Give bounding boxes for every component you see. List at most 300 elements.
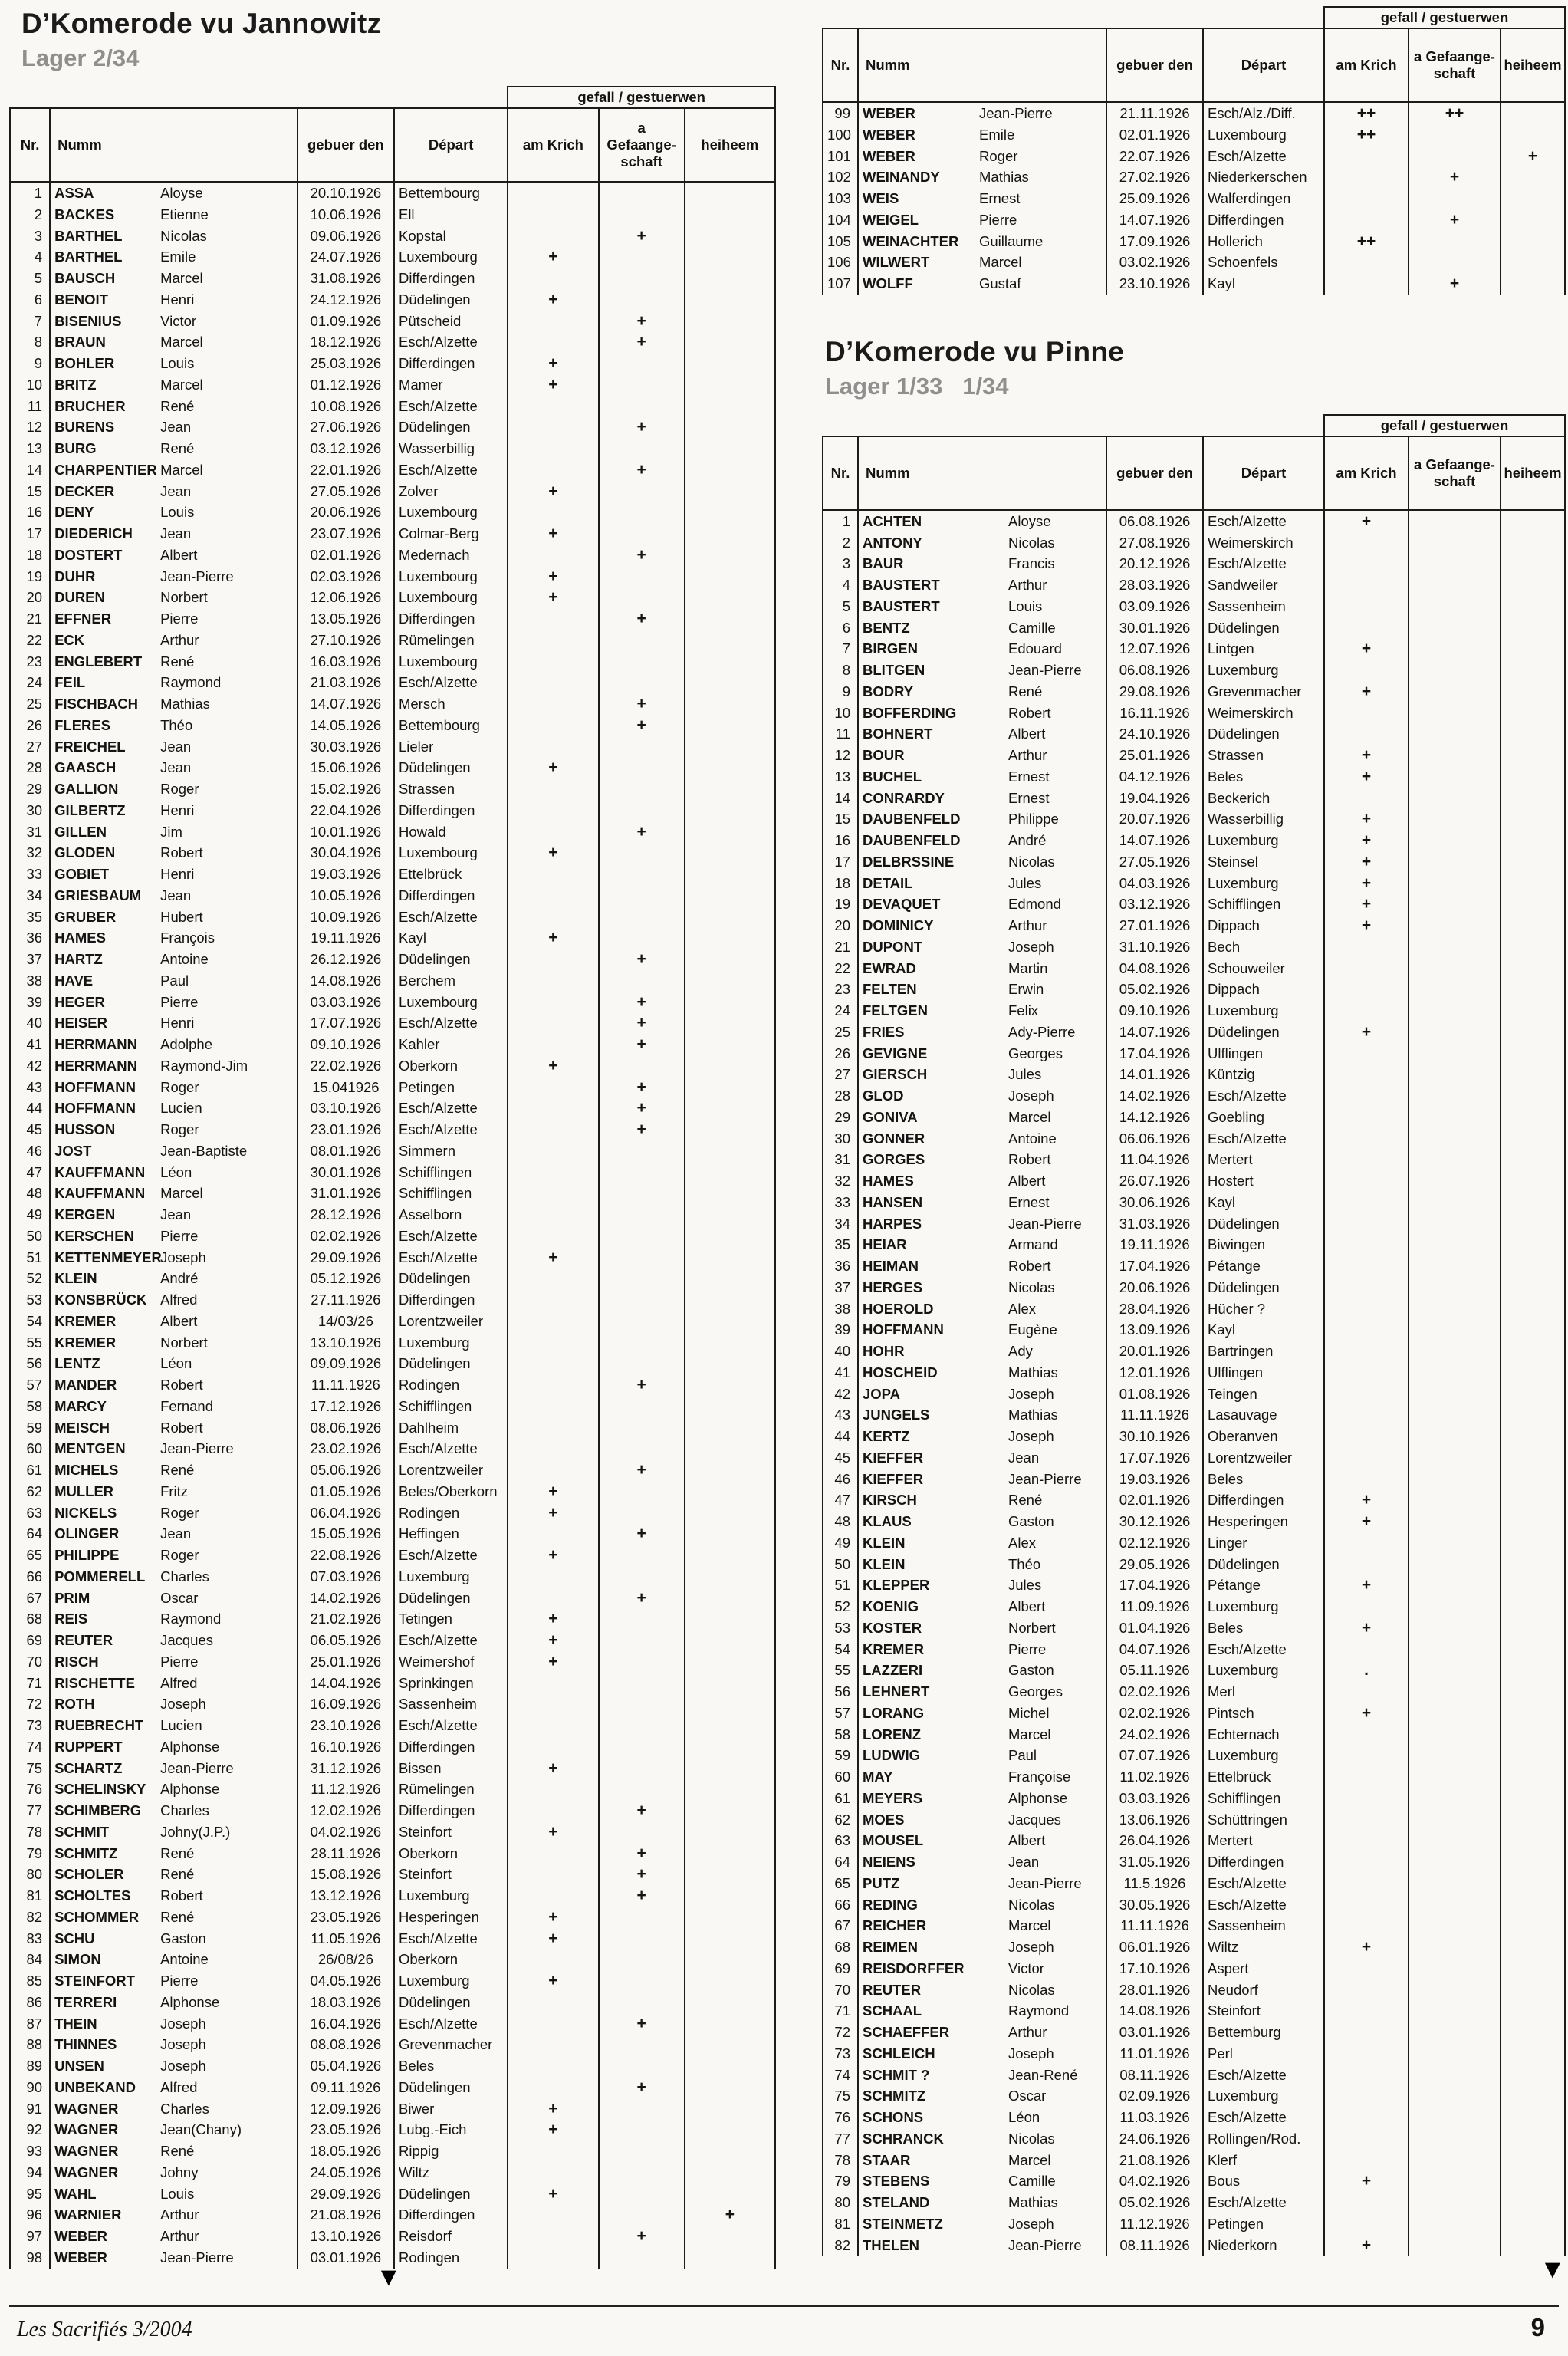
cell-mark-heiheem [1501, 2150, 1565, 2171]
cell-depart: Petingen [1203, 2213, 1324, 2235]
table-row [823, 209, 1565, 231]
cell-name [50, 1651, 297, 1673]
surname: HEIMAN [863, 1258, 919, 1274]
cell-nr: 39 [10, 992, 50, 1013]
cell-nr: 48 [10, 1183, 50, 1204]
cell-mark-gefaangeschaft [599, 2055, 685, 2077]
cell-mark-heiheem [685, 864, 775, 885]
cell-mark-gefaangeschaft [1409, 2085, 1501, 2107]
cell-depart: Esch/Alzette [394, 1630, 508, 1651]
cell-birthdate: 14.02.1926 [297, 1588, 394, 1609]
given-name: Marcel [160, 334, 203, 350]
table-row [10, 396, 775, 417]
cell-depart: Düdelingen [1203, 723, 1324, 745]
cell-mark-gefaangeschaft: + [599, 1077, 685, 1098]
given-name: Johny [160, 2164, 199, 2180]
cell-mark-am-krich [1324, 1469, 1409, 1490]
given-name: Louis [1008, 597, 1043, 614]
cell-mark-am-krich [1324, 1362, 1409, 1384]
cell-mark-heiheem [1501, 1341, 1565, 1362]
cell-mark-am-krich [508, 331, 598, 353]
cell-nr: 29 [10, 778, 50, 800]
cell-depart: Esch/Alzette [394, 1715, 508, 1736]
cell-mark-gefaangeschaft [1409, 2022, 1501, 2043]
given-name: Ernest [1008, 768, 1050, 785]
table-row [10, 587, 775, 608]
cell-mark-am-krich [508, 864, 598, 885]
cell-mark-gefaangeschaft [1409, 873, 1501, 894]
cell-nr: 52 [823, 1596, 858, 1617]
cell-mark-gefaangeschaft: + [599, 2077, 685, 2098]
cell-name [50, 1162, 297, 1183]
cell-mark-am-krich [1324, 2192, 1409, 2213]
given-name: Charles [160, 2100, 209, 2117]
cell-mark-am-krich [1324, 146, 1409, 167]
given-name: Victor [160, 312, 197, 329]
cell-birthdate: 08.11.1926 [1106, 2235, 1203, 2256]
cell-mark-am-krich [1324, 1170, 1409, 1192]
cell-nr: 32 [823, 1170, 858, 1192]
cell-name [50, 1055, 297, 1077]
table-row [823, 1639, 1565, 1660]
cell-mark-gefaangeschaft [1409, 1554, 1501, 1575]
cell-nr: 27 [10, 736, 50, 758]
cell-depart: Grevenmacher [394, 2034, 508, 2055]
table-row [823, 1703, 1565, 1724]
cell-birthdate: 22.04.1926 [297, 800, 394, 821]
cell-birthdate: 27.08.1926 [1106, 532, 1203, 554]
header-spacer [10, 87, 508, 108]
cell-nr: 42 [10, 1055, 50, 1077]
cell-mark-heiheem [685, 2077, 775, 2098]
surname: TERRERI [54, 1993, 117, 2010]
table-row [823, 596, 1565, 617]
cell-birthdate: 25.01.1926 [1106, 745, 1203, 766]
cell-mark-am-krich [1324, 2128, 1409, 2150]
cell-mark-am-krich [1324, 2085, 1409, 2107]
cell-birthdate: 11.11.1926 [1106, 1404, 1203, 1426]
cell-nr: 103 [823, 188, 858, 209]
cell-depart: Hesperingen [1203, 1511, 1324, 1532]
surname: GEVIGNE [863, 1045, 928, 1061]
cell-mark-heiheem [685, 1588, 775, 1609]
cell-depart: Differdingen [1203, 209, 1324, 231]
cell-nr: 79 [823, 2170, 858, 2192]
cell-nr: 102 [823, 166, 858, 188]
cell-mark-heiheem [685, 374, 775, 396]
cell-mark-am-krich [1324, 2000, 1409, 2022]
cell-birthdate: 09.10.1926 [297, 1034, 394, 1055]
surname: DECKER [54, 482, 115, 499]
given-name: Roger [160, 1504, 199, 1521]
table-row [823, 1192, 1565, 1213]
given-name: Jacques [160, 1632, 213, 1648]
cell-mark-gefaangeschaft: + [599, 821, 685, 843]
cell-mark-am-krich: + [508, 1928, 598, 1950]
surname: BOUR [863, 747, 905, 763]
table-row [10, 502, 775, 523]
cell-nr: 90 [10, 2077, 50, 2098]
table-row [10, 1608, 775, 1630]
cell-nr: 74 [823, 2065, 858, 2086]
cell-mark-am-krich [508, 1311, 598, 1332]
cell-mark-gefaangeschaft [1409, 979, 1501, 1000]
cell-name [50, 459, 297, 481]
cell-mark-gefaangeschaft [1409, 1830, 1501, 1851]
cell-mark-gefaangeschaft [1409, 2065, 1501, 2086]
cell-birthdate: 30.05.1926 [1106, 1894, 1203, 1916]
surname: WEIS [863, 190, 899, 206]
cell-name [50, 1992, 297, 2013]
cell-mark-am-krich [1324, 1085, 1409, 1107]
cell-depart: Düdelingen [394, 289, 508, 311]
cell-nr: 26 [823, 1043, 858, 1064]
cell-birthdate: 14.07.1926 [1106, 1022, 1203, 1043]
surname: BAUSTERT [863, 577, 940, 593]
table-row [10, 1226, 775, 1247]
given-name: Nicolas [1008, 1981, 1055, 1998]
cell-mark-gefaangeschaft [1409, 1936, 1501, 1958]
cell-nr: 61 [823, 1788, 858, 1809]
cell-mark-heiheem [685, 907, 775, 928]
table-row [823, 1022, 1565, 1043]
col-header-gefaangeschaft: a Gefaange-schaft [599, 108, 685, 182]
cell-mark-gefaangeschaft [1409, 1213, 1501, 1235]
cell-birthdate: 05.11.1926 [1106, 1660, 1203, 1681]
table-row [10, 970, 775, 992]
cell-depart: Kayl [1203, 1192, 1324, 1213]
cell-birthdate: 30.01.1926 [297, 1162, 394, 1183]
surname: SCHARTZ [54, 1759, 123, 1776]
cell-nr: 107 [823, 273, 858, 294]
given-name: Mathias [1008, 2194, 1058, 2210]
surname: WEIGEL [863, 211, 919, 228]
cell-birthdate: 09.09.1926 [297, 1353, 394, 1374]
cell-depart: Mersch [394, 693, 508, 715]
cell-mark-heiheem [685, 2055, 775, 2077]
cell-depart: Mertert [1203, 1149, 1324, 1170]
cell-name [858, 2192, 1106, 2213]
cell-name [50, 331, 297, 353]
cell-birthdate: 04.02.1926 [297, 1821, 394, 1843]
cell-mark-heiheem [685, 778, 775, 800]
cell-name [858, 703, 1106, 724]
cell-birthdate: 20.07.1926 [1106, 808, 1203, 830]
table-row [10, 182, 775, 204]
cell-birthdate: 03.09.1926 [1106, 596, 1203, 617]
cell-depart: Esch/Alzette [394, 1545, 508, 1566]
cell-nr: 7 [823, 638, 858, 660]
cell-depart: Bous [1203, 2170, 1324, 2192]
cell-mark-am-krich [1324, 1298, 1409, 1320]
cell-mark-am-krich [508, 1566, 598, 1588]
table-row [823, 1617, 1565, 1639]
cell-nr: 36 [10, 927, 50, 949]
table-row [10, 331, 775, 353]
cell-birthdate: 31.12.1926 [297, 1758, 394, 1779]
cell-name [858, 660, 1106, 681]
cell-birthdate: 19.03.1926 [297, 864, 394, 885]
cell-name [50, 1545, 297, 1566]
cell-depart: Linger [1203, 1532, 1324, 1554]
cell-mark-gefaangeschaft [1409, 681, 1501, 703]
surname: BAUSCH [54, 270, 116, 286]
cell-depart: Lorentzweiler [394, 1459, 508, 1481]
table-row [823, 1298, 1565, 1320]
cell-birthdate: 29.08.1926 [1106, 681, 1203, 703]
cell-birthdate: 19.04.1926 [1106, 788, 1203, 809]
table-row [10, 481, 775, 502]
cell-mark-am-krich [1324, 2022, 1409, 2043]
col-header-gebuer-den: gebuer den [1106, 436, 1203, 510]
surname: HERRMANN [54, 1057, 138, 1074]
given-name: Albert [1008, 1598, 1046, 1614]
cell-nr: 69 [823, 1958, 858, 1979]
cell-birthdate: 23.10.1926 [297, 1715, 394, 1736]
cell-name [50, 1204, 297, 1226]
col-header-gebuer-den: gebuer den [1106, 28, 1203, 102]
cell-mark-am-krich [1324, 1873, 1409, 1894]
surname: WEBER [863, 105, 915, 121]
cell-depart: Esch/Alzette [1203, 1085, 1324, 1107]
cell-mark-heiheem [1501, 2192, 1565, 2213]
table-row [10, 566, 775, 587]
cell-birthdate: 12.01.1926 [1106, 1362, 1203, 1384]
given-name: Henri [160, 866, 195, 882]
cell-nr: 40 [823, 1341, 858, 1362]
given-name: Louis [160, 504, 195, 521]
cell-nr: 77 [823, 2128, 858, 2150]
cell-depart: Bartringen [1203, 1341, 1324, 1362]
cell-name [50, 715, 297, 736]
cell-mark-heiheem [685, 949, 775, 970]
surname: OLINGER [54, 1525, 120, 1542]
cell-nr: 29 [823, 1107, 858, 1128]
table-row [10, 1204, 775, 1226]
publication-title: Les Sacrifiés 3/2004 [17, 2318, 192, 2341]
cell-mark-am-krich: + [1324, 510, 1409, 532]
surname: WEBER [863, 147, 915, 164]
cell-mark-heiheem [1501, 2107, 1565, 2128]
cell-depart: Luxemburg [394, 1970, 508, 1992]
given-name: Jean-Pierre [160, 568, 234, 584]
given-name: René [160, 1908, 195, 1925]
cell-name [50, 1843, 297, 1864]
table-row [823, 1362, 1565, 1384]
given-name: Alfred [160, 1292, 198, 1308]
cell-birthdate: 03.03.1926 [297, 992, 394, 1013]
cell-mark-heiheem [685, 1736, 775, 1758]
cell-nr: 80 [823, 2192, 858, 2213]
cell-birthdate: 11.02.1926 [1106, 1766, 1203, 1788]
table-row [823, 252, 1565, 273]
cell-mark-heiheem [685, 1396, 775, 1417]
given-name: Emile [160, 248, 196, 265]
cell-depart: Ettelbrück [1203, 1766, 1324, 1788]
col-header-am-krich: am Krich [508, 108, 598, 182]
table-row [10, 1353, 775, 1374]
given-name: Pierre [160, 1973, 199, 1989]
jannowitz-continuation-table [822, 6, 1566, 294]
cell-nr: 25 [823, 1022, 858, 1043]
table-row [10, 1481, 775, 1502]
cell-nr: 14 [10, 459, 50, 481]
cell-birthdate: 29.09.1926 [297, 1247, 394, 1268]
cell-name [858, 252, 1106, 273]
surname: MOUSEL [863, 1832, 924, 1849]
table-row [823, 766, 1565, 788]
cell-nr: 36 [823, 1255, 858, 1277]
given-name: René [1008, 1492, 1043, 1509]
surname: BAUR [863, 555, 904, 572]
given-name: Nicolas [1008, 1896, 1055, 1913]
cell-birthdate: 23.02.1926 [297, 1438, 394, 1459]
cell-mark-am-krich [1324, 958, 1409, 979]
cell-mark-gefaangeschaft [599, 1481, 685, 1502]
cell-birthdate: 03.01.1926 [1106, 2022, 1203, 2043]
table-row [823, 1000, 1565, 1022]
surname: HOEROLD [863, 1300, 934, 1317]
cell-mark-heiheem [1501, 1022, 1565, 1043]
cell-mark-am-krich: + [508, 374, 598, 396]
cell-name [50, 927, 297, 949]
cell-name [858, 231, 1106, 252]
table-row [10, 2077, 775, 2098]
cell-mark-am-krich [508, 396, 598, 417]
cell-mark-heiheem [685, 1289, 775, 1311]
cell-mark-heiheem [685, 545, 775, 566]
given-name: Alfred [160, 1674, 198, 1691]
surname: FLERES [54, 716, 111, 733]
cell-mark-heiheem [1501, 1447, 1565, 1469]
table-row [10, 757, 775, 778]
cell-name [858, 851, 1106, 873]
cell-mark-gefaangeschaft [1409, 1255, 1501, 1277]
cell-name [858, 893, 1106, 915]
given-name: Erwin [1008, 981, 1044, 998]
cell-name [50, 1077, 297, 1098]
surname: MOES [863, 1811, 905, 1828]
cell-mark-heiheem [685, 1459, 775, 1481]
surname: DETAIL [863, 874, 913, 891]
cell-depart: Differdingen [394, 1736, 508, 1758]
cell-mark-gefaangeschaft [1409, 851, 1501, 873]
cell-depart: Differdingen [394, 268, 508, 289]
cell-birthdate: 24.07.1926 [297, 246, 394, 268]
table-row [10, 1374, 775, 1396]
cell-nr: 55 [10, 1332, 50, 1354]
cell-name [50, 182, 297, 204]
cell-mark-heiheem [1501, 510, 1565, 532]
table-row [10, 1715, 775, 1736]
surname: BURG [54, 440, 97, 456]
cell-depart: Rippig [394, 2140, 508, 2162]
table-row [823, 1384, 1565, 1405]
cell-birthdate: 23.10.1926 [1106, 273, 1203, 294]
cell-mark-gefaangeschaft [1409, 1107, 1501, 1128]
surname: BUCHEL [863, 768, 922, 785]
cell-nr: 43 [823, 1404, 858, 1426]
cell-nr: 34 [10, 885, 50, 907]
cell-mark-am-krich [508, 1588, 598, 1609]
surname: RISCH [54, 1653, 99, 1670]
cell-mark-heiheem [1501, 2065, 1565, 2086]
cell-birthdate: 02.02.1926 [1106, 1703, 1203, 1724]
cell-depart: Düdelingen [394, 949, 508, 970]
cell-nr: 74 [10, 1736, 50, 1758]
table-row [10, 268, 775, 289]
cell-mark-gefaangeschaft [1409, 1170, 1501, 1192]
cell-nr: 28 [823, 1085, 858, 1107]
cell-mark-am-krich [508, 225, 598, 247]
cell-nr: 101 [823, 146, 858, 167]
table-row [10, 672, 775, 693]
cell-mark-heiheem [1501, 1575, 1565, 1596]
cell-depart: Luxembourg [394, 502, 508, 523]
cell-mark-am-krich [508, 800, 598, 821]
cell-birthdate: 02.02.1926 [1106, 1681, 1203, 1703]
cell-mark-gefaangeschaft [1409, 1894, 1501, 1916]
surname: SCHAEFFER [863, 2024, 950, 2040]
cell-depart: Schifflingen [394, 1183, 508, 1204]
cell-mark-am-krich: + [508, 927, 598, 949]
cell-mark-gefaangeschaft [599, 374, 685, 396]
table-row [823, 1554, 1565, 1575]
cell-birthdate: 08.08.1926 [297, 2034, 394, 2055]
table-row [823, 808, 1565, 830]
cell-name [50, 2077, 297, 2098]
cell-mark-heiheem [1501, 1085, 1565, 1107]
cell-mark-heiheem [1501, 574, 1565, 596]
cell-mark-gefaangeschaft [1409, 1426, 1501, 1447]
given-name: Ady [1008, 1343, 1033, 1359]
cell-mark-gefaangeschaft [1409, 2235, 1501, 2256]
cell-mark-am-krich [1324, 979, 1409, 1000]
cell-mark-am-krich [508, 608, 598, 630]
cell-nr: 13 [10, 438, 50, 459]
cell-name [50, 1268, 297, 1289]
table-row [823, 1043, 1565, 1064]
cell-name [50, 757, 297, 778]
given-name: Jules [1008, 1577, 1042, 1594]
cell-birthdate: 27.01.1926 [1106, 915, 1203, 936]
cell-name [858, 723, 1106, 745]
cell-birthdate: 01.08.1926 [1106, 1384, 1203, 1405]
page-footer [9, 2305, 1559, 2342]
given-name: Joseph [1008, 2045, 1054, 2062]
cell-mark-gefaangeschaft [599, 1438, 685, 1459]
surname: LAZZERI [863, 1662, 923, 1679]
surname: BACKES [54, 206, 115, 222]
cell-nr: 2 [823, 532, 858, 554]
surname: REDING [863, 1896, 918, 1913]
cell-mark-am-krich [508, 630, 598, 651]
cell-nr: 20 [823, 915, 858, 936]
cell-mark-heiheem [685, 1907, 775, 1928]
cell-mark-am-krich [508, 949, 598, 970]
table-row [823, 830, 1565, 851]
cell-mark-gefaangeschaft [1409, 1511, 1501, 1532]
cell-name [858, 2170, 1106, 2192]
given-name: Arthur [160, 2228, 199, 2244]
surname: KREMER [54, 1312, 117, 1329]
table-row [823, 2213, 1565, 2235]
cell-mark-heiheem [685, 885, 775, 907]
cell-mark-gefaangeschaft [1409, 2170, 1501, 2192]
cell-mark-gefaangeschaft [599, 1289, 685, 1311]
cell-depart: Esch/Alzette [1203, 510, 1324, 532]
surname: SCHELINSKY [54, 1781, 146, 1798]
